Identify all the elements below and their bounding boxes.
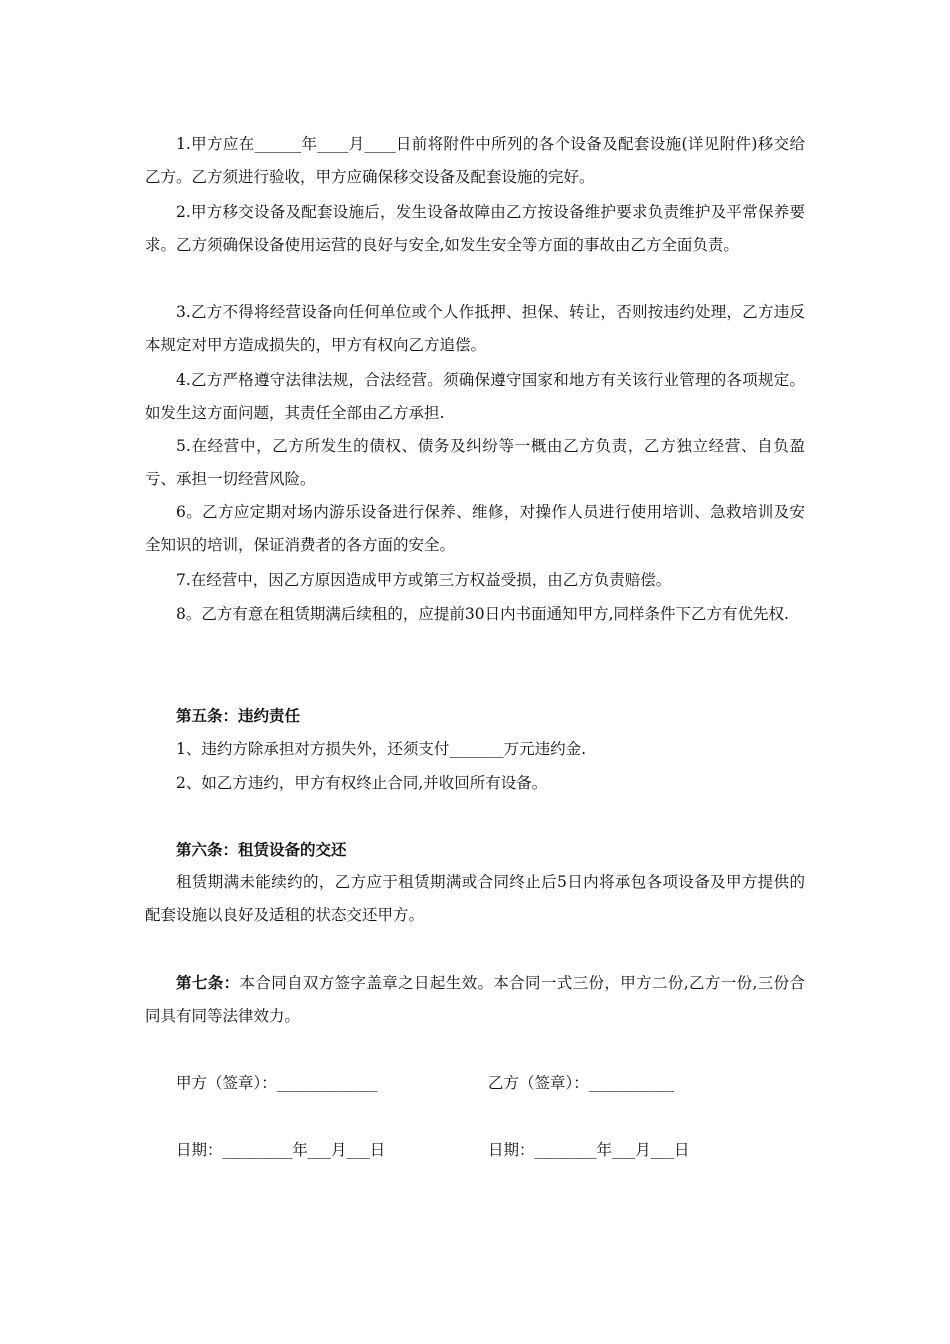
clause-2: 2.甲方移交设备及配套设施后，发生设备故障由乙方按设备维护要求负责维护及平常保养要求。乙方须确保设备使用运营的良好与安全,如发生安全等方面的事故由乙方全面负责。 [145,203,805,254]
clause-8: 8。乙方有意在租赁期满后续租的，应提前30日内书面通知甲方,同样条件下乙方有优先权. [176,605,789,623]
article-7-label: 第七条： [176,973,240,992]
clause-4: 4.乙方严格遵守法律法规，合法经营。须确保遵守国家和地方有关该行业管理的各项规定。如发生这方面问题，其责任全部由乙方承担. [145,371,805,422]
party-a-signature: 甲方（签章）：_____________ [176,1074,378,1092]
party-b-signature: 乙方（签章）：___________ [488,1074,675,1092]
article-5-title: 第五条：违约责任 [176,706,301,725]
clause-5: 5.在经营中，乙方所发生的债权、债务及纠纷等一概由乙方负责，乙方独立经营、自负盈亏、承担一切经营风险。 [145,437,805,488]
article-6-title: 第六条：租赁设备的交还 [176,840,347,859]
article-7-body: 本合同自双方签字盖章之日起生效。本合同一式三份，甲方二份,乙方一份,三份合同具有同等法律效力。 [145,974,805,1025]
party-b-date: 日期：________年___月___日 [488,1141,690,1159]
clause-3: 3.乙方不得将经营设备向任何单位或个人作抵押、担保、转让，否则按违约处理，乙方违反本规定对甲方造成损失的，甲方有权向乙方追偿。 [145,303,805,354]
article-5-item-2: 2、如乙方违约，甲方有权终止合同,并收回所有设备。 [176,774,548,792]
article-5-item-1: 1、违约方除承担对方损失外，还须支付_______万元违约金. [176,740,587,758]
clause-1: 1.甲方应在______年____月____日前将附件中所列的各个设备及配套设施(详见附件)移交给乙方。乙方须进行验收，甲方应确保移交设备及配套设施的完好。 [145,135,805,186]
party-a-date: 日期：_________年___月___日 [176,1141,386,1159]
clause-7: 7.在经营中，因乙方原因造成甲方或第三方权益受损，由乙方负责赔偿。 [176,571,672,589]
clause-6: 6。乙方应定期对场内游乐设备进行保养、维修，对操作人员进行使用培训、急救培训及安全知识的培训，保证消费者的各方面的安全。 [145,503,805,554]
article-7 [145,966,805,1033]
article-6-body: 租赁期满未能续约的，乙方应于租赁期满或合同终止后5日内将承包各项设备及甲方提供的配套设施以良好及适租的状态交还甲方。 [145,873,805,924]
